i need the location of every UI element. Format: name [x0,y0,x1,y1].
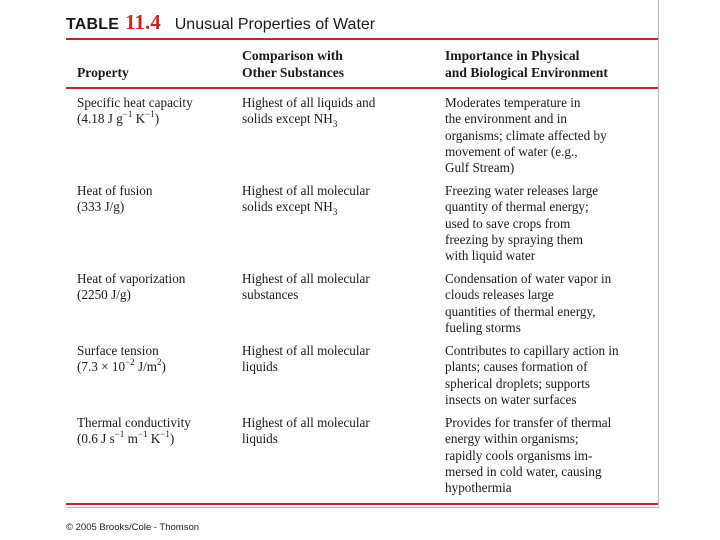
comparison-line: substances [242,287,299,303]
row-1-importance [445,95,607,176]
header-importance-line: Importance in Physical [445,48,580,63]
comparison-line: Highest of all liquids and [242,95,376,110]
property-unit: (2250 J/g) [77,287,131,303]
comparison-line: Highest of all molecular [242,343,370,358]
importance-line: organisms; climate affected by [445,127,607,143]
comparison-line: Highest of all molecular [242,183,370,198]
importance-line: spherical droplets; supports [445,375,591,391]
importance-line: quantity of thermal energy; [445,199,589,215]
row-4-comparison [242,343,370,376]
importance-line: energy within organisms; [445,431,579,447]
row-5-comparison [242,415,370,448]
comparison-line: Highest of all molecular [242,271,370,286]
row-4-importance [445,343,619,408]
importance-line: plants; causes formation of [445,359,588,375]
comparison-line: Highest of all molecular [242,415,370,430]
comparison-line: liquids [242,359,278,375]
importance-line: fueling storms [445,319,521,335]
property-unit: ($7.3 \times 10^{-2}$ $J/m^2$) [77,356,166,375]
comparison-line: solids except $NH_3$ [242,199,338,217]
table-title-text: Unusual Properties of Water [174,16,376,33]
header-comparison-line: Other Substances [242,65,345,80]
importance-line: clouds releases large [445,287,554,303]
importance-line: freezing by spraying them [445,231,584,247]
property-name: Heat of fusion [77,183,153,198]
importance-line: movement of water (e.g., [445,143,578,159]
header-importance-line: and Biological Environment [445,65,608,80]
header-comparison-line: Comparison with [242,48,343,63]
importance-line: hypothermia [445,480,512,496]
property-name: Thermal conductivity [77,415,191,430]
comparison-line: solids except $NH_3$ [242,111,338,129]
top-rule [66,38,658,40]
property-name: Heat of vaporization [77,271,186,286]
table-title [66,10,375,34]
row-2-importance [445,183,598,264]
importance-line: Contributes to capillary action in [445,343,619,358]
property-unit: (4.18 J $g^{-1}$ $K^{-1}$) [77,108,160,127]
row-3-property [77,271,185,304]
importance-line: rapidly cools organisms im- [445,447,593,463]
header-property: Property [77,65,129,80]
row-2-property [77,183,152,216]
row-3-comparison [242,271,370,304]
comparison-line: liquids [242,431,278,447]
property-unit: (333 J/g) [77,199,125,215]
importance-line: Condensation of water vapor in [445,271,612,286]
importance-line: the environment and in [445,111,567,127]
row-4-property [77,343,166,376]
importance-line: mersed in cold water, causing [445,463,602,479]
row-2-comparison [242,183,370,216]
importance-line: Freezing water releases large [445,183,599,198]
header-rule [66,87,658,89]
importance-line: Provides for transfer of thermal [445,415,612,430]
header-importance [445,47,608,81]
row-1-comparison [242,95,375,128]
bottom-rule [66,503,658,505]
property-unit: (0.6 J $s^{-1}$ $m^{-1}$ $K^{-1}$) [77,428,175,447]
importance-line: used to save crops from [445,215,571,231]
row-3-importance [445,271,611,336]
importance-line: insects on water surfaces [445,391,577,407]
row-1-property [77,95,193,128]
table-number: 11.4 [125,10,161,34]
importance-line: Gulf Stream) [445,160,515,176]
copyright-footer: © 2005 Brooks/Cole - Thomson [66,522,200,533]
row-5-importance [445,415,611,496]
importance-line: Moderates temperature in [445,95,581,110]
property-name: Specific heat capacity [77,95,193,110]
header-comparison [242,47,344,81]
property-name: Surface tension [77,343,159,358]
importance-line: quantities of thermal energy, [445,303,596,319]
importance-line: with liquid water [445,248,536,264]
table-label: TABLE [66,16,120,33]
row-5-property [77,415,191,448]
